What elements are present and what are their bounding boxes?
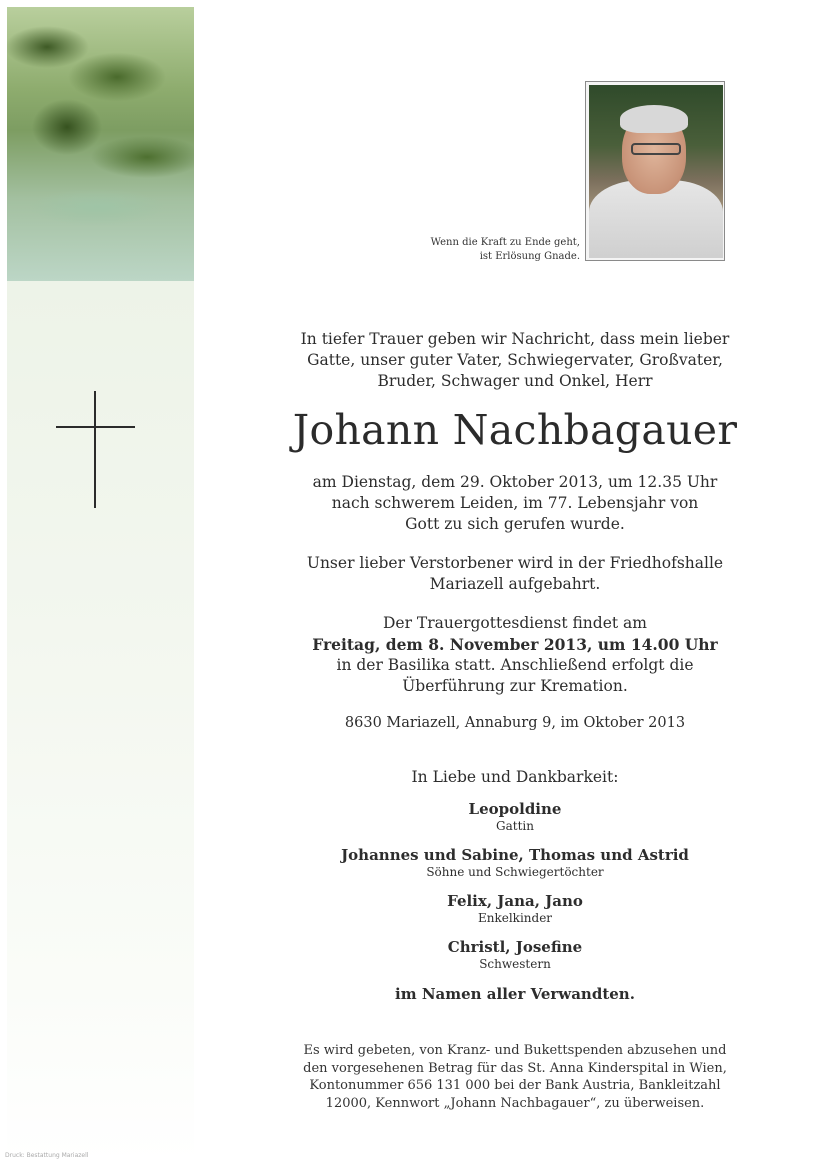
portrait-glasses	[631, 143, 681, 155]
service-line: in der Basilika statt. Anschließend erfolgt die	[336, 656, 694, 674]
deceased-name: Johann Nachbagauer	[292, 406, 738, 454]
mourner-group	[290, 800, 740, 833]
mourner-group	[290, 938, 740, 971]
donation-note	[290, 1042, 740, 1112]
motto-line: ist Erlösung Gnade.	[479, 251, 580, 262]
mourner-names: Leopoldine	[468, 800, 562, 818]
death-line: am Dienstag, dem 29. Oktober 2013, um 12.35 Uhr	[312, 473, 718, 491]
portrait-photo	[589, 85, 723, 258]
service-text	[290, 613, 740, 697]
printer-imprint: Druck: Bestattung Mariazell	[5, 1152, 89, 1159]
death-line: nach schwerem Leiden, im 77. Lebensjahr von	[331, 494, 699, 512]
donation-line: den vorgesehenen Betrag für das St. Anna Kinderspital in Wien,	[303, 1060, 727, 1076]
portrait-hair	[620, 105, 688, 133]
mourner-group	[290, 892, 740, 925]
motto-line: Wenn die Kraft zu Ende geht,	[430, 237, 580, 248]
viewing-line: Mariazell aufgebahrt.	[429, 575, 601, 593]
closing-text: In Liebe und Dankbarkeit:	[411, 768, 619, 786]
place-date: 8630 Mariazell, Annaburg 9, im Oktober 2013	[344, 715, 686, 731]
intro-text	[290, 329, 740, 392]
service-date: Freitag, dem 8. November 2013, um 14.00 Uhr	[312, 635, 718, 654]
cross-icon	[94, 391, 96, 508]
mourner-names: Felix, Jana, Jano	[447, 892, 583, 910]
donation-line: Es wird gebeten, von Kranz- und Bukettspenden abzusehen und	[303, 1043, 727, 1058]
donation-line: 12000, Kennwort „Johann Nachbagauer“, zu überweisen.	[325, 1095, 705, 1111]
mourner-role: Söhne und Schwiegertöchter	[426, 865, 604, 879]
death-text	[290, 472, 740, 535]
intro-line: In tiefer Trauer geben wir Nachricht, dass mein lieber	[300, 330, 730, 348]
mourner-names: Christl, Josefine	[447, 938, 583, 956]
relatives-line: im Namen aller Verwandten.	[395, 985, 635, 1003]
mourner-group	[290, 846, 740, 879]
decorative-side-panel	[7, 281, 194, 1161]
viewing-line: Unser lieber Verstorbener wird in der Friedhofshalle	[306, 554, 724, 572]
mourner-role: Gattin	[496, 819, 534, 833]
intro-line: Bruder, Schwager und Onkel, Herr	[377, 372, 653, 390]
death-line: Gott zu sich gerufen wurde.	[405, 515, 625, 533]
service-line: Überführung zur Kremation.	[402, 677, 628, 695]
mourner-role: Schwestern	[479, 957, 551, 971]
viewing-text	[290, 553, 740, 595]
cross-icon-bar	[56, 426, 135, 428]
donation-line: Kontonummer 656 131 000 bei der Bank Austria, Bankleitzahl	[309, 1078, 721, 1093]
nature-photo	[7, 7, 194, 281]
service-line: Der Trauergottesdienst findet am	[383, 614, 647, 632]
motto	[360, 236, 580, 264]
intro-line: Gatte, unser guter Vater, Schwiegervater, Großvater,	[307, 351, 723, 369]
mourner-names: Johannes und Sabine, Thomas und Astrid	[341, 846, 689, 864]
mourner-role: Enkelkinder	[477, 911, 553, 925]
